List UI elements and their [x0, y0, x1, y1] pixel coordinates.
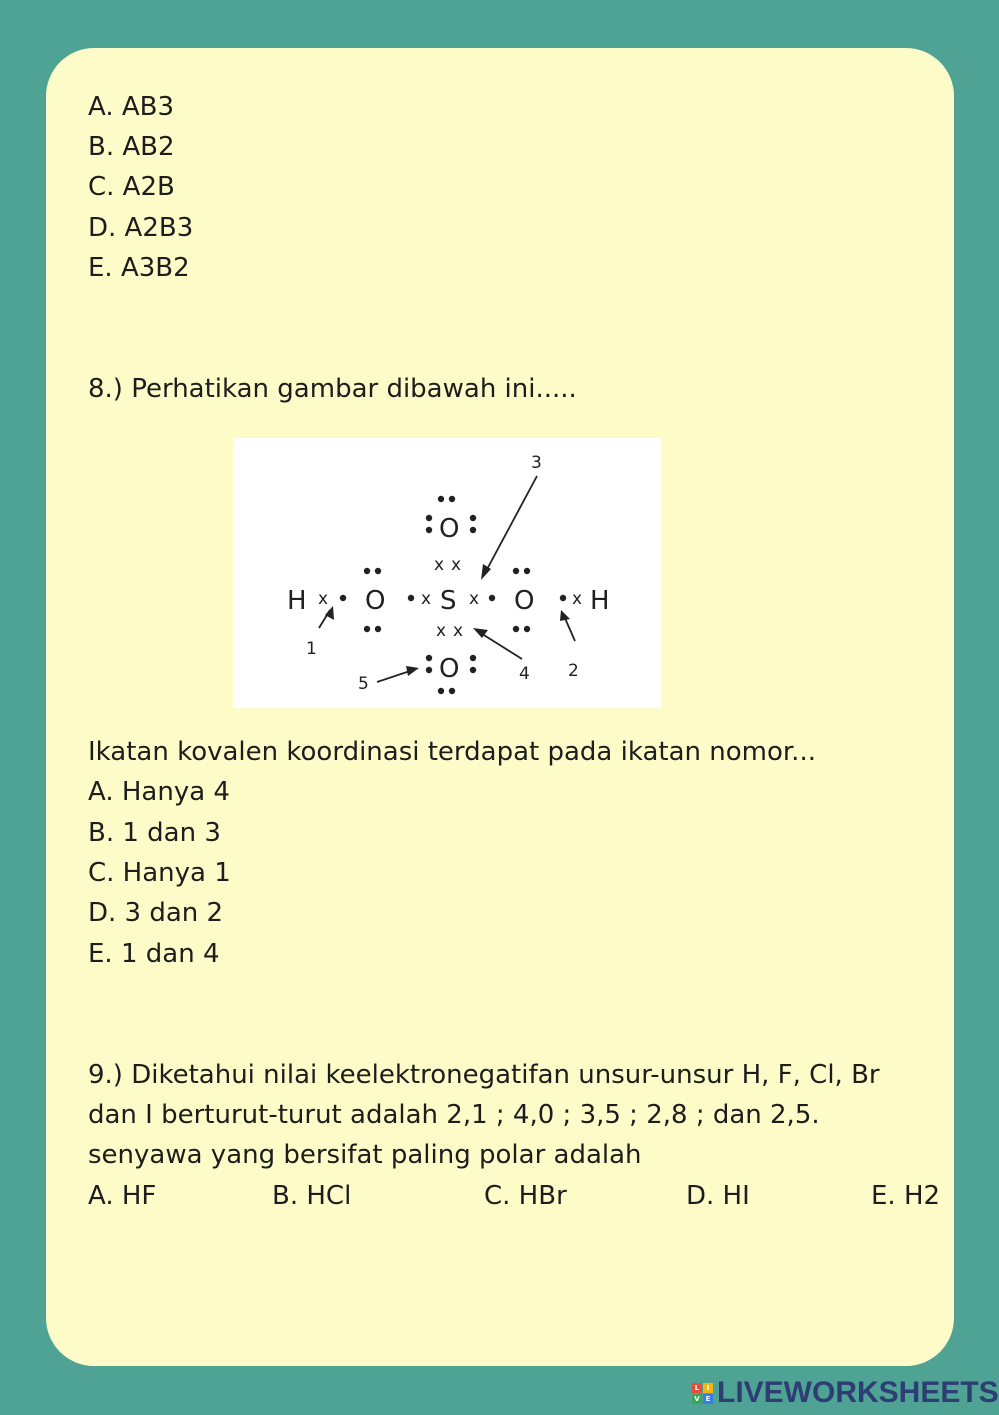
atom-o-right: O — [514, 586, 535, 616]
q9-line-1: 9.) Diketahui nilai keelektronegatifan unsur-unsur H, F, Cl, Br — [88, 1060, 880, 1090]
svg-text:x: x — [436, 621, 447, 641]
logo-tile-e: E — [703, 1394, 713, 1404]
q9-option-d[interactable]: D. HI — [686, 1181, 750, 1211]
bond-arrows — [319, 476, 575, 682]
svg-text:x: x — [572, 589, 583, 609]
bond-label-2: 2 — [568, 661, 579, 681]
q7-option-a[interactable]: A. AB3 — [88, 92, 175, 122]
q7-option-e[interactable]: E. A3B2 — [88, 253, 190, 283]
q9-option-e[interactable]: E. H2 — [871, 1181, 941, 1211]
q8-option-a[interactable]: A. Hanya 4 — [88, 777, 230, 807]
bond-label-3: 3 — [531, 453, 542, 473]
logo-tile-v: V — [692, 1394, 702, 1404]
svg-text:x: x — [451, 555, 462, 575]
q7-option-b[interactable]: B. AB2 — [88, 132, 175, 162]
q8-title: 8.) Perhatikan gambar dibawah ini..... — [88, 374, 577, 404]
q8-option-b[interactable]: B. 1 dan 3 — [88, 818, 221, 848]
atom-h-right: H — [590, 586, 610, 616]
atom-o-left: O — [365, 586, 386, 616]
q9-option-a[interactable]: A. HF — [88, 1181, 157, 1211]
q9-line-3: senyawa yang bersifat paling polar adalah — [88, 1140, 642, 1170]
svg-text:x: x — [453, 621, 464, 641]
lewis-structure-diagram — [233, 438, 661, 708]
liveworksheets-logo — [692, 1376, 999, 1410]
q9-line-2: dan I berturut-turut adalah 2,1 ; 4,0 ; 3,5 ; 2,8 ; dan 2,5. — [88, 1100, 820, 1130]
atom-o-top: O — [439, 514, 460, 544]
logo-brand-text: LIVEWORKSHEETS — [717, 1376, 999, 1409]
svg-text:x: x — [318, 589, 329, 609]
svg-text:x: x — [434, 555, 445, 575]
q8-option-d[interactable]: D. 3 dan 2 — [88, 898, 224, 928]
svg-text:x: x — [469, 589, 480, 609]
atom-h-left: H — [287, 586, 307, 616]
atom-s-center: S — [440, 586, 457, 616]
svg-text:x: x — [421, 589, 432, 609]
logo-tile-l: L — [692, 1383, 702, 1393]
atom-o-bottom: O — [439, 654, 460, 684]
bond-label-5: 5 — [358, 674, 369, 694]
q7-option-c[interactable]: C. A2B — [88, 172, 175, 202]
q9-option-b[interactable]: B. HCl — [272, 1181, 352, 1211]
q8-question: Ikatan kovalen koordinasi terdapat pada ikatan nomor... — [88, 737, 816, 767]
bond-label-4: 4 — [519, 664, 530, 684]
q8-option-c[interactable]: C. Hanya 1 — [88, 858, 231, 888]
logo-grid-icon — [692, 1383, 713, 1404]
logo-tile-i: I — [703, 1383, 713, 1393]
q8-option-e[interactable]: E. 1 dan 4 — [88, 939, 220, 969]
q9-option-c[interactable]: C. HBr — [484, 1181, 567, 1211]
q7-option-d[interactable]: D. A2B3 — [88, 213, 194, 243]
lewis-structure-figure — [233, 438, 661, 708]
bond-label-1: 1 — [306, 639, 317, 659]
